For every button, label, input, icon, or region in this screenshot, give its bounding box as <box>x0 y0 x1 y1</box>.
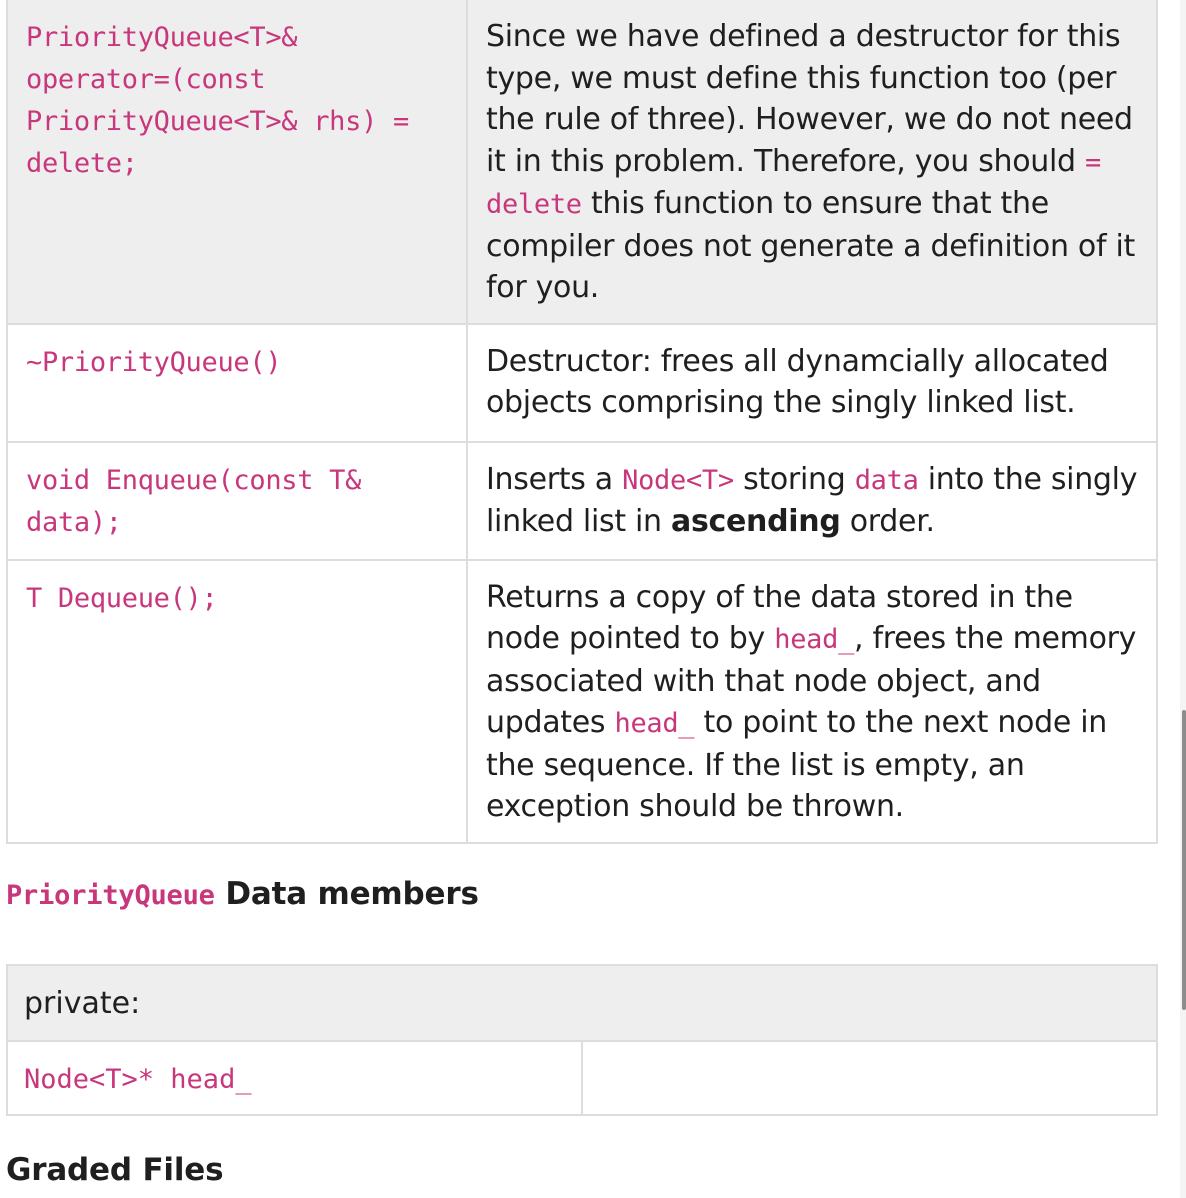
member-declaration: Node<T>* head_ <box>24 1063 252 1095</box>
function-signature <box>7 324 467 442</box>
signature-line: PriorityQueue<T>& <box>26 22 298 53</box>
table-header-row <box>7 965 1157 1041</box>
inline-code: Node<T> <box>622 464 734 496</box>
signature-line: operator=(const <box>26 64 266 95</box>
scrollbar-track[interactable] <box>1180 0 1186 1198</box>
description-text: Destructor: frees all dynamcially allocated objects comprising the singly linked list. <box>486 343 1109 420</box>
description-text: Since we have defined a destructor for this type, we must define this function too (per the rule of three). However, we do not need it in this problem. Therefore, you should <box>486 19 1133 179</box>
description-text: into the singly linked list in <box>486 461 1138 539</box>
function-description <box>467 0 1157 324</box>
inline-code: head_ <box>774 624 855 655</box>
description-text: order. <box>840 504 935 539</box>
scrollbar-thumb[interactable] <box>1182 710 1186 1010</box>
signature-line: delete; <box>26 148 138 179</box>
description-text: to point to the next node in the sequence. If the list is empty, an exception should be thrown. <box>486 705 1107 824</box>
data-members-heading <box>6 876 479 912</box>
inline-code: data <box>854 464 919 496</box>
function-signature <box>7 560 467 843</box>
signature-line: void Enqueue(const T& <box>26 464 362 496</box>
table-row <box>7 1041 1157 1115</box>
graded-files-heading: Graded Files <box>6 1152 224 1188</box>
table-row <box>7 0 1157 324</box>
description-text: this function to ensure that the compiler does not generate a definition of it for you. <box>486 186 1135 305</box>
function-signature <box>7 442 467 560</box>
description-text: storing <box>733 461 855 497</box>
signature-line: PriorityQueue<T>& rhs) = <box>26 106 409 137</box>
inline-code: head_ <box>614 708 695 739</box>
member-cell <box>7 1041 582 1115</box>
function-description <box>467 442 1157 560</box>
heading-text: Data members <box>214 876 479 912</box>
signature-line: T Dequeue(); <box>26 582 218 614</box>
table-row <box>7 442 1157 560</box>
signature-line: ~PriorityQueue() <box>26 346 282 378</box>
description-text: Returns a copy of the data stored in the node pointed to by <box>486 579 1073 656</box>
functions-table <box>6 0 1158 844</box>
function-description <box>467 324 1157 442</box>
function-description <box>467 560 1157 843</box>
empty-cell <box>582 1041 1157 1115</box>
page-content <box>6 0 1158 1188</box>
table-row <box>7 560 1157 843</box>
function-signature <box>7 0 467 324</box>
description-text: Inserts a <box>486 461 623 497</box>
table-row <box>7 324 1157 442</box>
access-specifier: private: <box>7 965 1157 1041</box>
description-text: , frees the memory associated with that node object, and updates <box>486 621 1137 740</box>
data-members-table <box>6 964 1158 1116</box>
inline-code: = delete <box>486 146 1102 220</box>
heading-code: PriorityQueue <box>6 880 215 911</box>
bold-text: ascending <box>671 504 841 539</box>
signature-line: data); <box>26 506 122 538</box>
